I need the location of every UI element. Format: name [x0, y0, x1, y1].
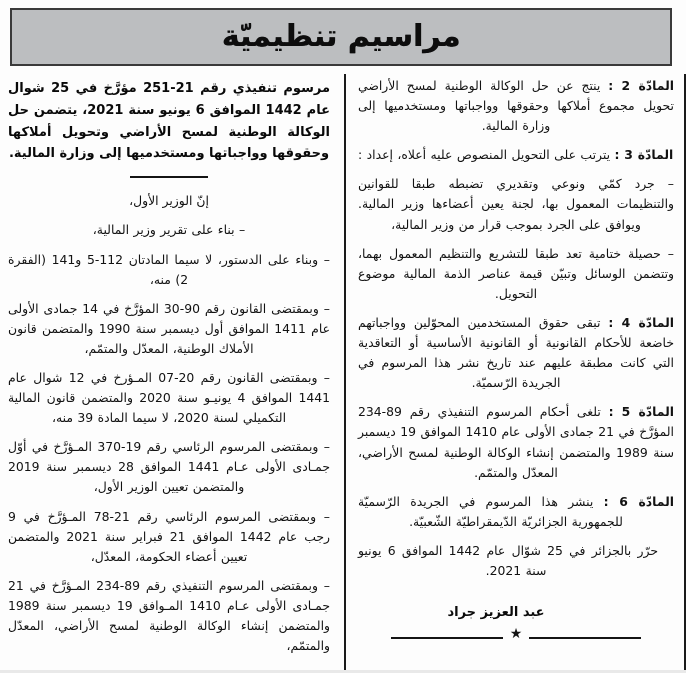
preamble-line: إنّ الوزير الأول،	[129, 193, 209, 209]
article-label: المادّة 2 :	[608, 78, 674, 93]
article-text: تبقى حقوق المستخدمين المحوّلين وواجباتهم خاضعة للأحكام القانونية أو القانونية الأساسية أو التعاقدية التي كانت مطبقة عليهم عند تاريخ نشر هذا المرسوم في الجريدة الرّسميّة.	[358, 314, 674, 391]
article-paragraph	[358, 145, 674, 165]
left-column	[346, 74, 686, 670]
article-text: تلغى أحكام المرسوم التنفيذي رقم 89-234 المؤرَّخ في 21 جمادى الأولى عام 1410 الموافق 19 ديسمبر سنة 1989 والمتضمن إنشاء الوكالة الوطنية لمسح الأراضي، المعدّل والمتمّم.	[358, 404, 674, 480]
article-text: ينتج عن حل الوكالة الوطنية لمسح الأراضي تحويل مجموع أملاكها وحقوقها وواجباتها ومستخدميها إلى وزارة المالية.	[358, 78, 674, 134]
two-column-body	[0, 74, 686, 670]
article-paragraph	[358, 402, 674, 482]
title-rule	[130, 176, 208, 178]
bullet-paragraph: – جرد كمّي ونوعي وتقديري تضبطه طبقا للقوانين والتنظيمات المعمول بها، لجنة يعين أعضاءها وزير المالية. ويوافق على الجرد بموجب قرار من وزير المالية،	[358, 176, 674, 232]
clause-paragraph: – بناء على تقرير وزير المالية،	[92, 222, 246, 238]
clause-paragraph: – وبمقتضى المرسوم التنفيذي رقم 89-234 المـؤرَّخ في 21 جمـادى الأولى عـام 1410 المـوافق 19 ديسمبر سنة 1989 والمتضمن إنشاء الوكالة الوطنية لمسح الأراضي، المعدّل والمتمّم،	[8, 577, 331, 654]
bullet-paragraph: – حصيلة ختامية تعد طبقا للتشريع والتنظيم المعمول بهما، وتتضمن الوسائل وتبيّن قيمة عناصر الذمة المالية موضوع التحويل.	[358, 245, 674, 301]
article-label: المادّة 6 :	[603, 493, 674, 509]
article-label: المادّة 3 :	[614, 147, 674, 163]
closing-paragraph: حرّر بالجزائر في 25 شوّال عام 1442 الموافق 6 يونيو سنة 2021.	[358, 542, 659, 578]
banner-title: مراسيم تنظيميّة	[221, 19, 461, 54]
divider-bar-left	[391, 637, 503, 639]
article-paragraph	[358, 76, 674, 136]
star-divider	[391, 626, 641, 644]
article-text: يترتب على التحويل المنصوص عليه أعلاه، إعداد :	[358, 147, 615, 163]
decree-title: مرسوم تنفيذي رقم 21-251 مؤرَّخ في 25 شوال عام 1442 الموافق 6 يونيو سنة 2021، يتضمن حل الوكالة الوطنية لمسح الأراضي وتحويل أملاكها وحقوقها وواجباتها ومستخدميها إلى وزارة المالية.	[8, 81, 330, 162]
right-column	[0, 74, 346, 670]
article-paragraph	[358, 492, 674, 532]
article-label: المادّة 5 :	[608, 404, 674, 420]
clause-paragraph: – وبمقتضى المرسوم الرئاسي رقم 21-78 المـؤرَّخ في 9 رجب عام 1442 الموافق 21 فبراير سنة 2021 والمتضمن تعيين أعضاء الحكومة، المعدّل،	[8, 508, 331, 564]
clause-paragraph: – وبناء على الدستور، لا سيما المادتان 112-5 و141 (الفقرة 2) منه،	[8, 251, 330, 287]
signature-name: عبد العزيز جراد	[447, 605, 545, 621]
clause-paragraph: – وبمقتضى المرسوم الرئاسي رقم 19-370 المـؤرَّخ في أوّل جمـادى الأولى عـام 1441 الموافق 28 ديسمبر سنة 2019 والمتضمن تعيين الوزير الأول،	[8, 439, 331, 495]
article-text: ينشر هذا المرسوم في الجريدة الرّسميّة للجمهورية الجزائريّة الدّيمقراطيّة الشّعبيّة.	[358, 493, 623, 529]
clause-paragraph: – وبمقتضى القانون رقم 20-07 المـؤرخ في 12 شوال عام 1441 الموافق 4 يونيـو سنة 2020 والمتضمن قانون المالية التكميلي لسنة 2020، لا سيما المادة 39 منه،	[8, 369, 330, 426]
section-banner	[10, 8, 672, 66]
star-icon: ★	[509, 626, 523, 643]
divider-bar-right	[529, 637, 641, 639]
clause-paragraph: – وبمقتضى القانون رقم 90-30 المؤرَّخ في 14 جمادى الأولى عام 1411 الموافق أول ديسمبر سنة 1990 والمتضمن قانون الأملاك الوطنية، المعدّل والمتمّم،	[8, 300, 330, 356]
article-paragraph	[358, 313, 674, 393]
article-label: المادّة 4 :	[608, 314, 674, 330]
